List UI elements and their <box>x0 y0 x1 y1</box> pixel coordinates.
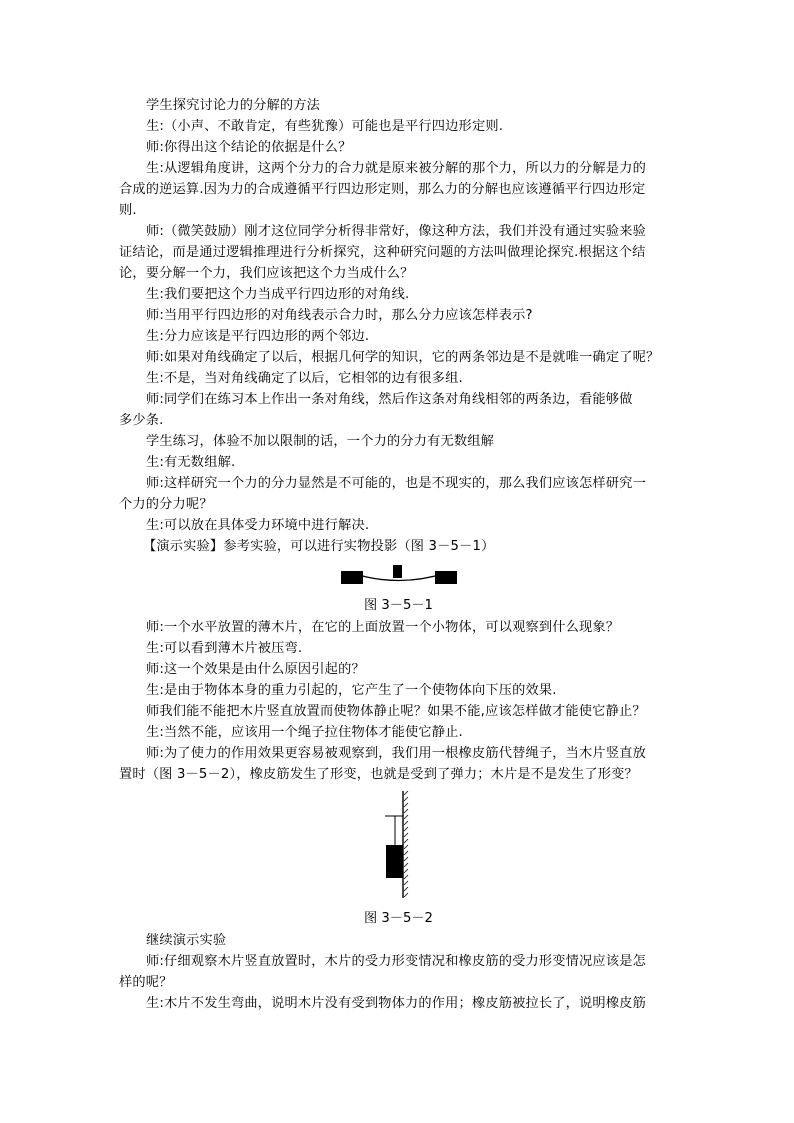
text-line: 继续演示实验 <box>146 933 227 948</box>
text-line: 师:你得出这个结论的依据是什么？ <box>146 140 352 155</box>
figure-vertical-board <box>378 790 418 900</box>
text-line: 师:（微笑鼓励）刚才这位同学分析得非常好，像这种方法，我们并没有通过实验来验 <box>146 224 646 239</box>
text-line: 生:从逻辑角度讲，这两个分力的合力就是原来被分解的那个力，所以力的分解是力的 <box>146 161 646 176</box>
text-line: 置时（图 3－5－2），橡皮筋发生了形变，也就是受到了弹力；木片是不是发生了形变？ <box>119 767 638 782</box>
text-line: 生:分力应该是平行四边形的两个邻边. <box>146 329 370 344</box>
text-line: 生:可以放在具体受力环境中进行解决. <box>146 518 370 533</box>
text-line: 【演示实验】参考实验，可以进行实物投影（图 3－5－1） <box>143 539 495 554</box>
figure-caption: 图 3－5－2 <box>364 911 433 926</box>
text-line: 合成的逆运算.因为力的合成遵循平行四边形定则，那么力的分解也应该遵循平行四边形定 <box>119 182 646 197</box>
text-line: 生:当然不能，应该用一个绳子拉住物体才能使它静止. <box>146 725 463 740</box>
text-line: 生:我们要把这个力当成平行四边形的对角线. <box>146 287 410 302</box>
text-line: 师:同学们在练习本上作出一条对角线，然后作这条对角线相邻的两条边，看能够做 <box>146 392 633 407</box>
text-line: 生:有无数组解. <box>146 455 236 470</box>
text-line: 样的呢？ <box>119 975 173 990</box>
text-line: 证结论，而是通过逻辑推理进行分析探究，这种研究问题的方法叫做理论探究.根据这个结 <box>119 245 646 260</box>
text-line: 生:可以看到薄木片被压弯. <box>146 641 303 656</box>
text-line: 师:当用平行四边形的对角线表示合力时，那么分力应该怎样表示? <box>146 308 533 323</box>
text-line: 师:这一个效果是由什么原因引起的？ <box>146 662 365 677</box>
text-line: 师:为了使力的作用效果更容易被观察到，我们用一根橡皮筋代替绳子，当木片竖直放 <box>146 746 646 761</box>
text-line: 生:不是，当对角线确定了以后，它相邻的边有很多组. <box>146 371 463 386</box>
text-line: 生:是由于物体本身的重力引起的，它产生了一个使物体向下压的效果. <box>146 683 557 698</box>
text-line: 学生探究讨论力的分解的方法 <box>146 98 321 113</box>
text-line: 论，要分解一个力，我们应该把这个力当成什么？ <box>119 266 414 281</box>
text-line: 生:（小声、不敢肯定，有些犹豫）可能也是平行四边形定则. <box>146 119 504 134</box>
text-line: 师:如果对角线确定了以后，根据几何学的知识，它的两条邻边是不是就唯一确定了呢？ <box>146 350 660 365</box>
text-line: 师我们能不能把木片竖直放置而使物体静止呢？如果不能,应该怎样做才能使它静止？ <box>146 704 646 719</box>
text-line: 多少条. <box>119 413 164 428</box>
text-line: 个力的分力呢？ <box>119 497 213 512</box>
text-line: 师:这样研究一个力的分力显然是不可能的，也是不现实的，那么我们应该怎样研究一 <box>146 476 646 491</box>
figure-caption: 图 3－5－1 <box>364 598 433 613</box>
figure-bent-board <box>338 562 460 590</box>
text-line: 师:仔细观察木片竖直放置时，木片的受力形变情况和橡皮筋的受力形变情况应该是怎 <box>146 954 646 969</box>
text-line: 生:木片不发生弯曲，说明木片没有受到物体力的作用；橡皮筋被拉长了，说明橡皮筋 <box>146 996 646 1011</box>
text-line: 学生练习，体验不加以限制的话，一个力的分力有无数组解 <box>146 434 495 449</box>
text-line: 师:一个水平放置的薄木片，在它的上面放置一个小物体，可以观察到什么现象？ <box>146 620 620 635</box>
text-line: 则. <box>119 203 137 218</box>
